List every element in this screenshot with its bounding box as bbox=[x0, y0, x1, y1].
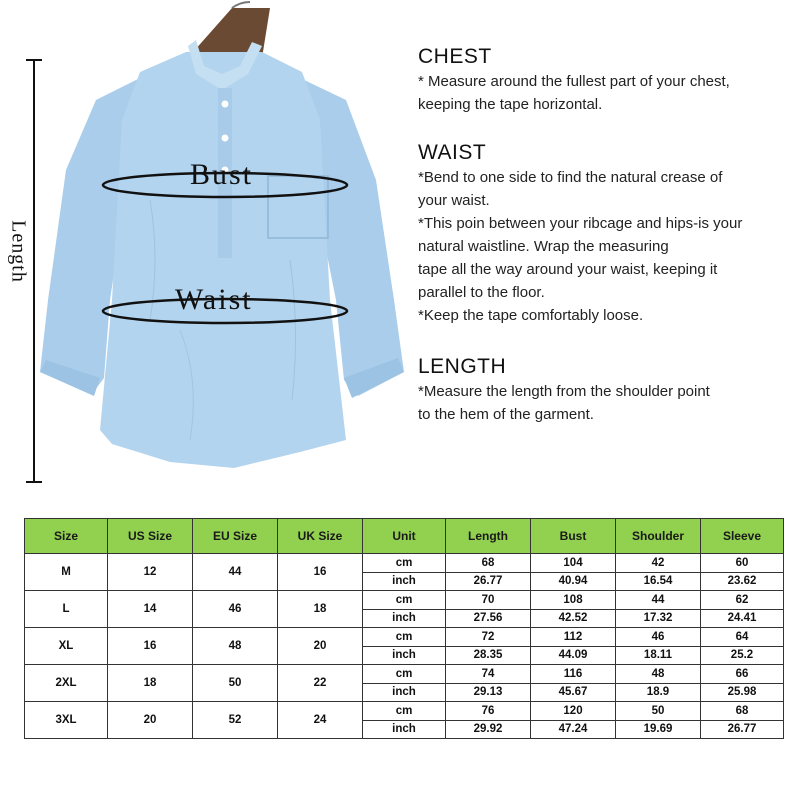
sleeve-cell: 25.2 bbox=[701, 646, 784, 665]
col-header-eu-size: EU Size bbox=[193, 519, 278, 554]
shoulder-cell: 44 bbox=[616, 591, 701, 610]
col-header-uk-size: UK Size bbox=[278, 519, 363, 554]
table-row bbox=[25, 665, 784, 684]
unit-cell: inch bbox=[363, 646, 446, 665]
bust-cell: 120 bbox=[531, 702, 616, 721]
unit-cell: inch bbox=[363, 572, 446, 591]
unit-cell: inch bbox=[363, 609, 446, 628]
length-cell: 26.77 bbox=[446, 572, 531, 591]
unit-cell: inch bbox=[363, 720, 446, 739]
waist-heading: WAIST bbox=[418, 141, 487, 164]
shirt-icon bbox=[40, 40, 404, 468]
unit-cell: cm bbox=[363, 591, 446, 610]
uk-size-cell: 24 bbox=[278, 702, 363, 739]
length-label: Length bbox=[7, 220, 30, 283]
chest-line: keeping the tape horizontal. bbox=[418, 96, 603, 113]
sleeve-cell: 64 bbox=[701, 628, 784, 647]
uk-size-cell: 20 bbox=[278, 628, 363, 665]
bust-cell: 40.94 bbox=[531, 572, 616, 591]
table-row bbox=[25, 628, 784, 647]
eu-size-cell: 52 bbox=[193, 702, 278, 739]
col-header-shoulder: Shoulder bbox=[616, 519, 701, 554]
sleeve-cell: 60 bbox=[701, 554, 784, 573]
size-cell: M bbox=[25, 554, 108, 591]
col-header-us-size: US Size bbox=[108, 519, 193, 554]
chest-heading: CHEST bbox=[418, 45, 492, 68]
eu-size-cell: 44 bbox=[193, 554, 278, 591]
waist-line: tape all the way around your waist, keeping it bbox=[418, 261, 718, 278]
waist-line: your waist. bbox=[418, 192, 490, 209]
length-cell: 27.56 bbox=[446, 609, 531, 628]
sleeve-cell: 68 bbox=[701, 702, 784, 721]
sleeve-cell: 23.62 bbox=[701, 572, 784, 591]
size-chart-table bbox=[24, 518, 784, 739]
length-cell: 74 bbox=[446, 665, 531, 684]
bust-cell: 47.24 bbox=[531, 720, 616, 739]
length-cell: 29.13 bbox=[446, 683, 531, 702]
length-section bbox=[418, 354, 710, 426]
bust-cell: 45.67 bbox=[531, 683, 616, 702]
chest-line: * Measure around the fullest part of your chest, bbox=[418, 73, 730, 90]
bust-cell: 112 bbox=[531, 628, 616, 647]
length-heading: LENGTH bbox=[418, 355, 507, 378]
shoulder-cell: 18.11 bbox=[616, 646, 701, 665]
chest-section bbox=[418, 44, 730, 116]
uk-size-cell: 18 bbox=[278, 591, 363, 628]
waist-section bbox=[418, 140, 742, 327]
us-size-cell: 18 bbox=[108, 665, 193, 702]
col-header-size: Size bbox=[25, 519, 108, 554]
waist-line: *Bend to one side to find the natural crease of bbox=[418, 169, 723, 186]
bust-label: Bust bbox=[190, 158, 254, 191]
length-line: *Measure the length from the shoulder point bbox=[418, 383, 710, 400]
unit-cell: cm bbox=[363, 628, 446, 647]
waist-line: natural waistline. Wrap the measuring bbox=[418, 238, 669, 255]
shoulder-cell: 17.32 bbox=[616, 609, 701, 628]
shoulder-cell: 46 bbox=[616, 628, 701, 647]
eu-size-cell: 48 bbox=[193, 628, 278, 665]
waist-line: parallel to the floor. bbox=[418, 284, 545, 301]
sleeve-cell: 24.41 bbox=[701, 609, 784, 628]
col-header-unit: Unit bbox=[363, 519, 446, 554]
col-header-sleeve: Sleeve bbox=[701, 519, 784, 554]
shoulder-cell: 42 bbox=[616, 554, 701, 573]
shoulder-cell: 50 bbox=[616, 702, 701, 721]
bust-cell: 42.52 bbox=[531, 609, 616, 628]
unit-cell: cm bbox=[363, 665, 446, 684]
unit-cell: inch bbox=[363, 683, 446, 702]
waist-line: *This poin between your ribcage and hips-is your bbox=[418, 215, 743, 232]
length-cell: 76 bbox=[446, 702, 531, 721]
size-cell: 2XL bbox=[25, 665, 108, 702]
bust-cell: 108 bbox=[531, 591, 616, 610]
shoulder-cell: 48 bbox=[616, 665, 701, 684]
eu-size-cell: 46 bbox=[193, 591, 278, 628]
sleeve-cell: 25.98 bbox=[701, 683, 784, 702]
table-header-row bbox=[25, 519, 784, 554]
table-row bbox=[25, 591, 784, 610]
us-size-cell: 14 bbox=[108, 591, 193, 628]
sleeve-cell: 66 bbox=[701, 665, 784, 684]
waist-line: *Keep the tape comfortably loose. bbox=[418, 307, 644, 324]
col-header-length: Length bbox=[446, 519, 531, 554]
us-size-cell: 20 bbox=[108, 702, 193, 739]
length-cell: 70 bbox=[446, 591, 531, 610]
unit-cell: cm bbox=[363, 554, 446, 573]
shirt-drawing bbox=[0, 0, 410, 500]
waist-label: Waist bbox=[175, 283, 253, 316]
length-cell: 72 bbox=[446, 628, 531, 647]
shoulder-cell: 19.69 bbox=[616, 720, 701, 739]
bust-cell: 116 bbox=[531, 665, 616, 684]
table-row bbox=[25, 702, 784, 721]
size-cell: 3XL bbox=[25, 702, 108, 739]
us-size-cell: 16 bbox=[108, 628, 193, 665]
length-cell: 28.35 bbox=[446, 646, 531, 665]
col-header-bust: Bust bbox=[531, 519, 616, 554]
table-row bbox=[25, 554, 784, 573]
eu-size-cell: 50 bbox=[193, 665, 278, 702]
length-cell: 68 bbox=[446, 554, 531, 573]
size-cell: XL bbox=[25, 628, 108, 665]
uk-size-cell: 22 bbox=[278, 665, 363, 702]
uk-size-cell: 16 bbox=[278, 554, 363, 591]
shirt-illustration bbox=[0, 0, 410, 500]
length-cell: 29.92 bbox=[446, 720, 531, 739]
bust-cell: 104 bbox=[531, 554, 616, 573]
size-cell: L bbox=[25, 591, 108, 628]
length-line: to the hem of the garment. bbox=[418, 406, 594, 423]
unit-cell: cm bbox=[363, 702, 446, 721]
sleeve-cell: 26.77 bbox=[701, 720, 784, 739]
bust-cell: 44.09 bbox=[531, 646, 616, 665]
us-size-cell: 12 bbox=[108, 554, 193, 591]
shoulder-cell: 16.54 bbox=[616, 572, 701, 591]
sleeve-cell: 62 bbox=[701, 591, 784, 610]
shoulder-cell: 18.9 bbox=[616, 683, 701, 702]
